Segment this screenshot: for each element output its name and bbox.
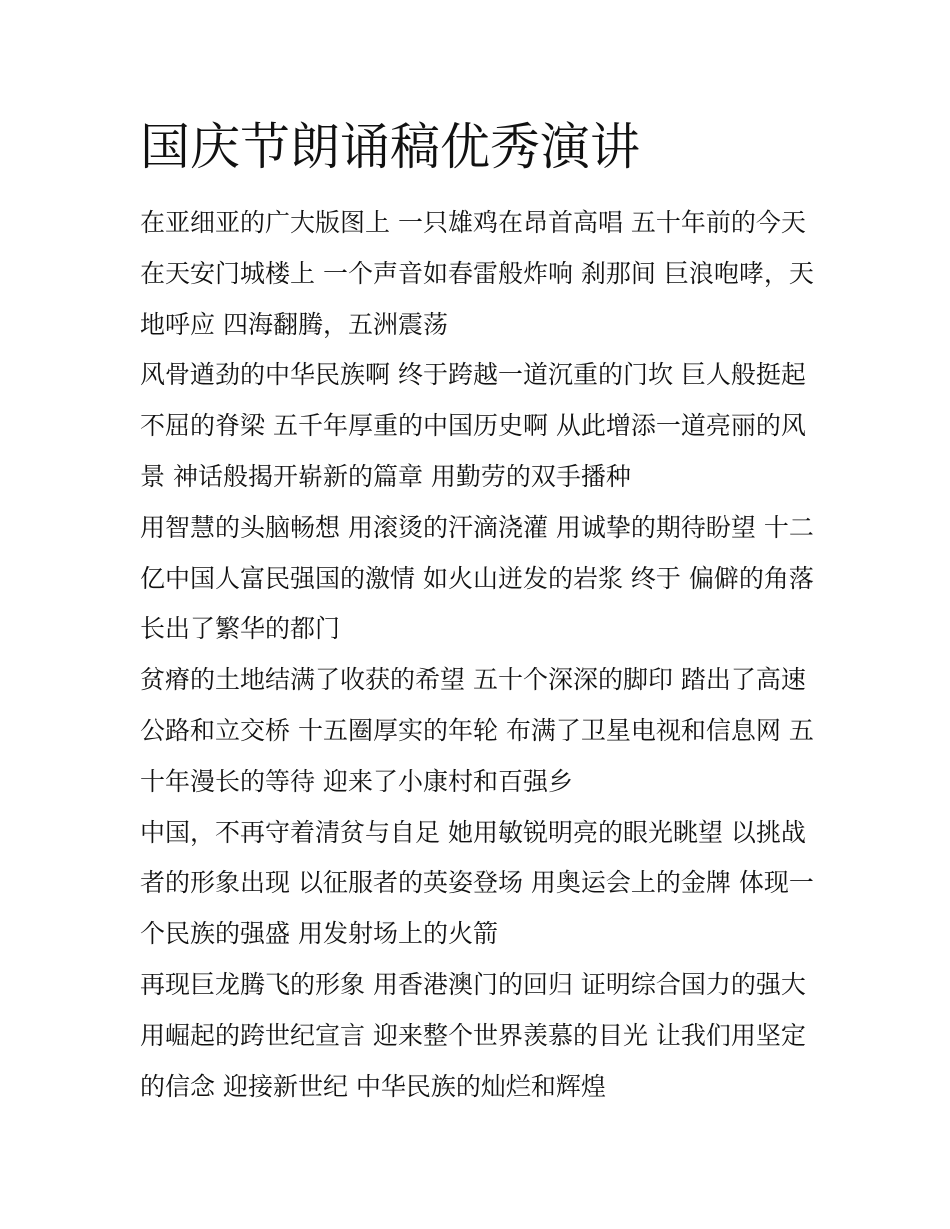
text-line: 者的形象出现 以征服者的英姿登场 用奥运会上的金牌 体现一 [140, 868, 814, 898]
text-line: 公路和立交桥 十五圈厚实的年轮 布满了卫星电视和信息网 五 [140, 715, 814, 745]
paragraph-1 [140, 198, 814, 350]
paragraph-3 [140, 503, 814, 655]
text-line: 在亚细亚的广大版图上 一只雄鸡在昂首高唱 五十年前的今天 [140, 208, 806, 237]
text-line: 个民族的强盛 用发射场上的火箭 [140, 919, 498, 949]
text-line: 十年漫长的等待 迎来了小康村和百强乡 [140, 766, 573, 796]
paragraph-4 [140, 655, 814, 807]
text-line: 贫瘠的土地结满了收获的希望 五十个深深的脚印 踏出了高速 [140, 665, 806, 695]
document-body [140, 198, 814, 1112]
text-line: 在天安门城楼上 一个声音如春雷般炸响 刹那间 巨浪咆哮，天 [140, 258, 814, 288]
paragraph-5 [140, 808, 814, 960]
text-line: 景 神话般揭开崭新的篇章 用勤劳的双手播种 [140, 461, 631, 491]
text-line: 长出了繁华的都门 [140, 614, 341, 644]
text-line: 风骨遒劲的中华民族啊 终于跨越一道沉重的门坎 巨人般挺起 [140, 360, 806, 390]
text-line: 中国，不再守着清贫与自足 她用敏锐明亮的眼光眺望 以挑战 [140, 817, 806, 847]
text-line: 用崛起的跨世纪宣言 迎来整个世界羡慕的目光 让我们用坚定 [140, 1020, 806, 1050]
text-line: 地呼应 四海翻腾，五洲震荡 [140, 309, 448, 339]
text-line: 用智慧的头脑畅想 用滚烫的汗滴浇灌 用诚挚的期待盼望 十二 [140, 512, 814, 542]
text-line: 再现巨龙腾飞的形象 用香港澳门的回归 证明综合国力的强大 [140, 969, 806, 999]
text-line: 的信念 迎接新世纪 中华民族的灿烂和辉煌 [140, 1071, 606, 1101]
text-line: 不屈的脊梁 五千年厚重的中国历史啊 从此增添一道亮丽的风 [140, 411, 806, 441]
document-title: 国庆节朗诵稿优秀演讲 [140, 118, 640, 176]
text-line: 亿中国人富民强国的激情 如火山迸发的岩浆 终于 偏僻的角落 [140, 563, 814, 593]
paragraph-6 [140, 960, 808, 1112]
paragraph-2 [140, 350, 808, 502]
